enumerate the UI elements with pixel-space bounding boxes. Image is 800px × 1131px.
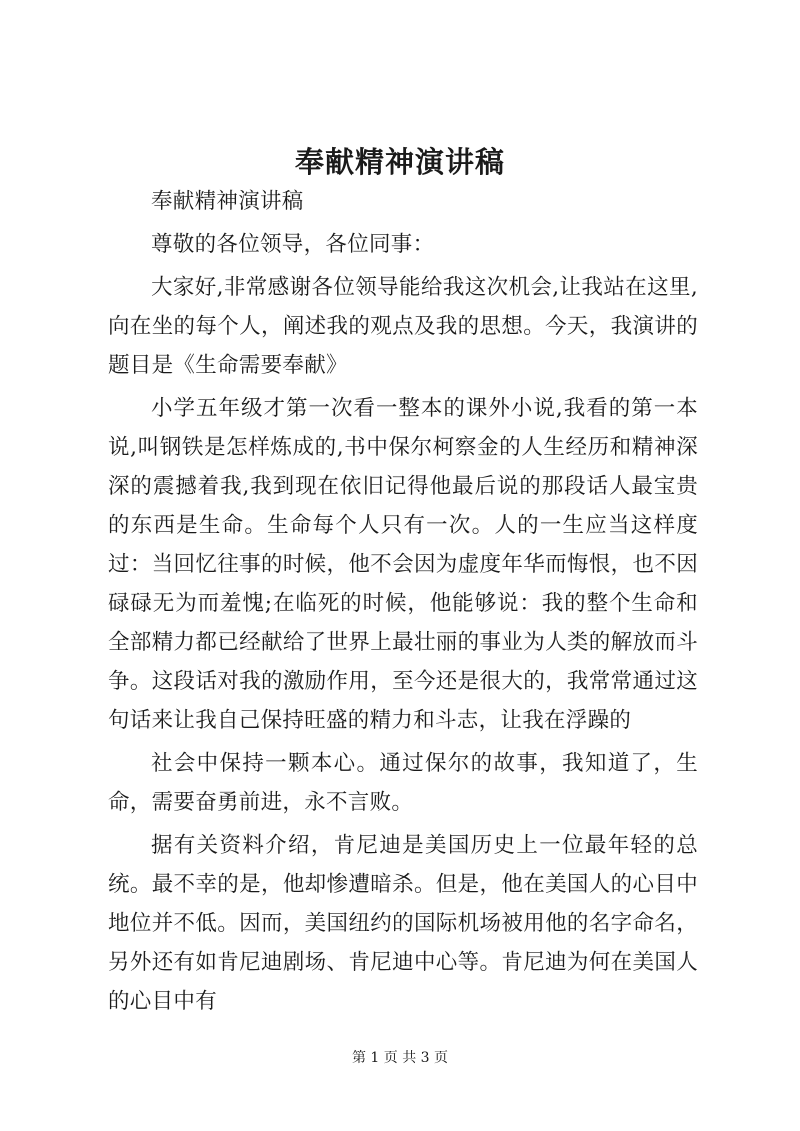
paragraph-kennedy: 据有关资料介绍，肯尼迪是美国历史上一位最年轻的总统。最不幸的是，他却惨遭暗杀。但是，他在美国人的心目中地位并不低。因而，美国纽约的国际机场被用他的名字命名，另外还有如肯尼迪剧场、肯尼迪中心等。肯尼迪为何在美国人的心目中有 [108,833,698,1014]
document-body [108,182,698,1021]
document-title: 奉献精神演讲稿 [294,145,505,179]
page-number-footer: 第 1 页 共 3 页 [351,1050,449,1066]
paragraph-story-continued: 社会中保持一颗本心。通过保尔的故事，我知道了，生命，需要奋勇前进，永不言败。 [108,751,698,815]
paragraph-story: 小学五年级才第一次看一整本的课外小说,我看的第一本说,叫钢铁是怎样炼成的,书中保尔柯察金的人生经历和精神深深的震撼着我,我到现在依旧记得他最后说的那段话人最宝贵的东西是生命。生命每个人只有一次。人的一生应当这样度过：当回忆往事的时候，他不会因为虚度年华而悔恨，也不因碌碌无为而羞愧;在临死的时候，他能够说：我的整个生命和全部精力都已经献给了世界上最壮丽的事业为人类的解放而斗争。这段话对我的激励作用，至今还是很大的，我常常通过这句话来让我自己保持旺盛的精力和斗志，让我在浮躁的 [108,396,698,733]
paragraph-subtitle: 奉献精神演讲稿 [151,189,304,214]
paragraph-salutation: 尊敬的各位领导，各位同事： [151,232,435,257]
paragraph-greeting: 大家好,非常感谢各位领导能给我这次机会,让我站在这里,向在坐的每个人，阐述我的观点及我的思想。今天，我演讲的题目是《生命需要奉献》 [108,275,698,378]
